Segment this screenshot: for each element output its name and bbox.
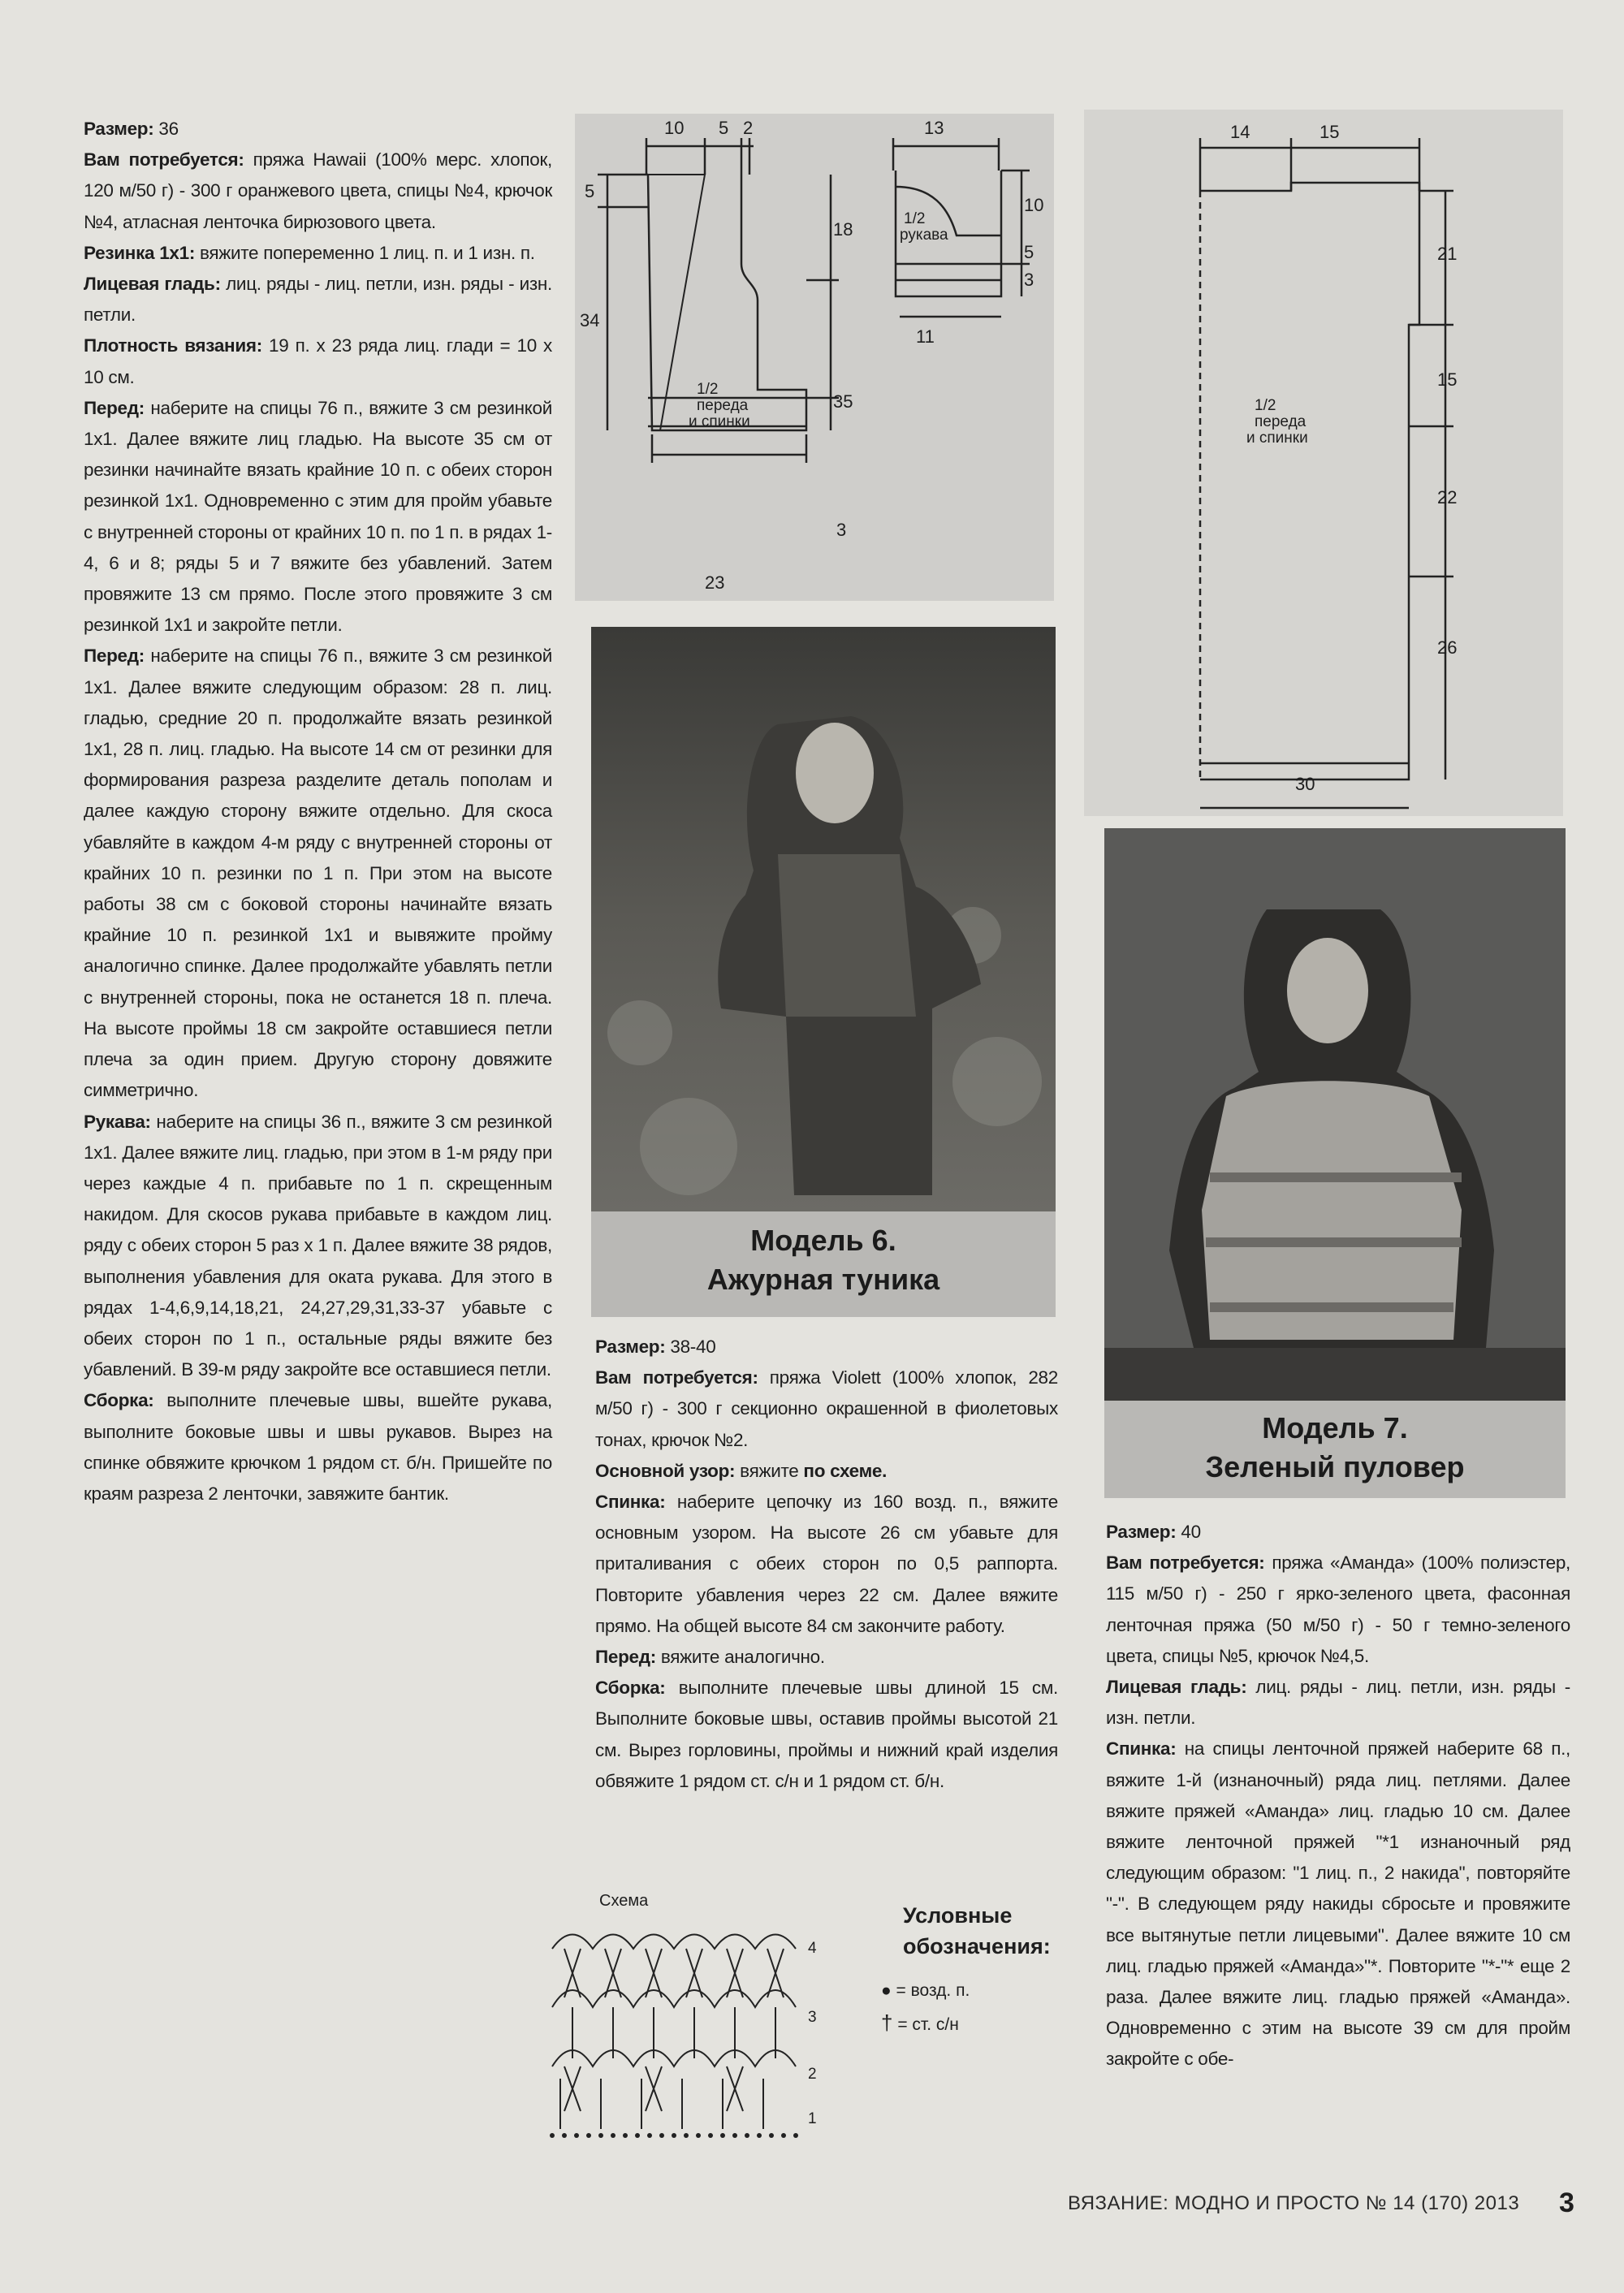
pullover-dim-top-2: 15	[1320, 122, 1340, 142]
double-crochet-icon: †	[881, 2010, 893, 2035]
schema-title: Схема	[599, 1892, 649, 1910]
dim-top-3: 2	[743, 118, 754, 138]
assembly-instructions: Сборка: выполните плечевые швы, вшейте рукава, выполните боковые швы и швы рукавов. Вырез на спинке обвяжите крючком 1 рядом ст. б/н. Пришейте по краям разреза 2 ленточки, завяжите бантик.	[84, 1390, 552, 1504]
model-7-photo	[1104, 828, 1566, 1401]
pullover-dim-right-4: 26	[1437, 637, 1458, 658]
sleeve-dim-top: 13	[924, 118, 944, 138]
pullover-dim-bottom: 30	[1295, 774, 1315, 794]
middle-column	[595, 1332, 1058, 1797]
dim-right-3: 3	[836, 520, 847, 540]
chart-row-2: 2	[808, 2066, 817, 2083]
pullover-dim-right-2: 15	[1437, 369, 1458, 390]
dim-bottom: 23	[705, 572, 725, 593]
pullover-dim-top-1: 14	[1230, 122, 1250, 142]
chain-icon: ●	[881, 1981, 892, 2000]
assembly-instructions: Сборка: выполните плечевые швы длиной 15 см. Выполните боковые швы, оставив проймы высотой 21 см. Вырез горловины, проймы и нижний край изделия обвяжите 1 рядом ст. с/н и 1 рядом ст. б/н.	[595, 1678, 1058, 1791]
model-6-photo	[591, 627, 1056, 1211]
rib-stitch: Резинка 1х1: вяжите попеременно 1 лиц. п. и 1 изн. п.	[84, 242, 535, 263]
chart-row-4: 4	[808, 1940, 817, 1957]
model-6-number: Модель 6.	[750, 1224, 896, 1257]
front-instructions: Перед: вяжите аналогично.	[595, 1647, 825, 1668]
pullover-label-1: 1/2	[1255, 397, 1276, 414]
dim-right-1: 18	[833, 219, 853, 240]
dim-right-2: 35	[833, 391, 853, 412]
size-line: Размер: 40	[1106, 1522, 1201, 1542]
back-instructions: Спинка: на спицы ленточной пряжей наберите 68 п., вяжите 1-й (изнаночный) ряда лиц. петлями. Далее вяжите пряжей «Аманда» лиц. гладью 10 см. Далее вяжите ленточной пряжей "*1 изнаночный ряд следующим образом: "1 лиц. п., 2 накида", повторяйте "-". В следующем ряду накиды сбросьте и провяжите все вытянутые петли лицевыми". Далее вяжите 10 см лиц. гладью пряжей «Аманда»"*. Повторите "*-"* еще 2 раза. Далее вяжите лиц. гладью пряжей «Аманда». Одновременно с этим на высоте 39 см для пройм закройте с обе-	[1106, 1738, 1570, 2070]
model-7-number: Модель 7.	[1262, 1411, 1408, 1444]
legend-chain: ● = возд. п.	[881, 1981, 970, 2000]
stockinette-stitch: Лицевая гладь: лиц. ряды - лиц. петли, изн. ряды - изн. петли.	[84, 274, 552, 326]
materials: Вам потребуется: пряжа Hawaii (100% мерс. хлопок, 120 м/50 г) - 300 г оранжевого цвета, спицы №4, крючок №4, атласная ленточка бирюзового цвета.	[84, 149, 552, 232]
size-line: Размер: 38-40	[595, 1337, 716, 1357]
materials: Вам потребуется: пряжа Violett (100% хлопок, 282 м/50 г) - 300 г секционно окрашенной в фиолетовых тонах, крючок №2.	[595, 1367, 1058, 1450]
chart-row-3: 3	[808, 2009, 817, 2026]
front-back-schematic	[575, 114, 1054, 601]
dim-top-2: 5	[719, 118, 729, 138]
sleeve-label-2: рукава	[900, 227, 948, 244]
legend-title: Условные обозначения:	[903, 1903, 1051, 1958]
front-instructions-1: Перед: наберите на спицы 76 п., вяжите 3 см резинкой 1х1. Далее вяжите лиц гладью. На высоте 35 см от резинки начинайте вязать крайние 10 п. с обеих сторон резинкой 1х1. Одновременно с этим для пройм убавьте с внутренней стороны от крайних 10 п. по 1 п. в рядах 1-4, 6 и 8; ряды 5 и 7 вяжите без убавлений. Затем провяжите 13 см прямо. После этого провяжите 3 см резинкой 1х1 и закройте петли.	[84, 397, 552, 636]
legend-double-crochet: † = ст. с/н	[881, 2010, 959, 2035]
sleeve-dim-right-2: 5	[1024, 242, 1034, 262]
piece-label-3: и спинки	[689, 413, 750, 430]
pullover-label-2: переда	[1255, 413, 1307, 430]
model-6-title: Ажурная туника	[706, 1263, 940, 1296]
sleeve-label-1: 1/2	[904, 210, 926, 227]
chart-row-1: 1	[808, 2110, 817, 2127]
left-column	[84, 114, 552, 1509]
model-6-caption	[591, 1211, 1056, 1317]
front-instructions-2: Перед: наберите на спицы 76 п., вяжите 3 см резинкой 1х1. Далее вяжите следующим образом: 28 п. лиц. гладью, средние 20 п. продолжайте вязать резинкой 1х1, 28 п. лиц. гладью. На высоте 14 см от резинки для формирования разреза разделите деталь пополам и далее каждую сторону вяжите отдельно. Для скоса убавляйте в каждом 4-м ряду с внутренней стороны от крайних 10 п. резинки по 1 п. При этом на высоте работы 38 см с боковой стороны начинайте вязать крайние 10 п. резинкой 1х1 и вывяжите пройму аналогично спинке. Далее продолжайте убавлять петли с внутренней стороны, пока не останется 18 п. плеча. На высоте проймы 18 см закройте оставшиеся петли плеча за один прием. Другую сторону довяжите симметрично.	[84, 646, 552, 1101]
piece-label-1: 1/2	[697, 381, 719, 398]
pullover-label-3: и спинки	[1246, 430, 1308, 447]
sleeve-dim-bottom: 11	[916, 326, 935, 347]
model-7-title: Зеленый пуловер	[1205, 1450, 1465, 1483]
pullover-dim-right-3: 22	[1437, 487, 1458, 507]
piece-label-2: переда	[697, 397, 749, 414]
page-number: 3	[1559, 2187, 1574, 2218]
right-column	[1106, 1517, 1570, 2075]
materials: Вам потребуется: пряжа «Аманда» (100% полиэстер, 115 м/50 г) - 250 г ярко-зеленого цвета, фасонная ленточная пряжа (50 м/50 г) - 50 г темно-зеленого цвета, спицы №5, крючок №4,5.	[1106, 1552, 1570, 1666]
sleeve-dim-right-3: 3	[1024, 270, 1034, 290]
stockinette-stitch: Лицевая гладь: лиц. ряды - лиц. петли, изн. ряды - изн. петли.	[1106, 1677, 1570, 1729]
sleeve-instructions: Рукава: наберите на спицы 36 п., вяжите 3 см резинкой 1х1. Далее вяжите лиц. гладью, при этом в 1-м ряду при через каждые 4 п. прибавьте по 1 п. скрещенным накидом. Для скосов рукава прибавьте в каждом лиц. ряду с обеих сторон 5 раз х 1 п. Далее вяжите 38 рядов, выполнения убавления для оката рукава. Для этого в рядах 1-4,6,9,14,18,21, 24,27,29,31,33-37 убавьте с обеих сторон по 1 п., остальные ряды вяжите без убавлений. В 39-м ряду закройте все оставшиеся петли.	[84, 1111, 552, 1380]
model-7-caption	[1104, 1401, 1566, 1498]
sleeve-dim-right-1: 10	[1024, 195, 1044, 215]
back-instructions: Спинка: наберите цепочку из 160 возд. п., вяжите основным узором. На высоте 26 см убавьте для приталивания с обеих сторон по 0,5 раппорта. Повторите убавления через 22 см. Далее вяжите прямо. На общей высоте 84 см закончите работу.	[595, 1492, 1058, 1636]
size-line: Размер: 36	[84, 119, 179, 139]
dim-top-1: 10	[664, 118, 685, 138]
pullover-dim-right-1: 21	[1437, 244, 1458, 264]
magazine-footer: ВЯЗАНИЕ: МОДНО И ПРОСТО № 14 (170) 2013	[1068, 2192, 1520, 2214]
main-pattern: Основной узор: вяжите по схеме.	[595, 1460, 888, 1481]
pullover-schematic	[1080, 114, 1583, 812]
gauge: Плотность вязания: 19 п. х 23 ряда лиц. глади = 10 х 10 см.	[84, 335, 552, 387]
dim-left-1: 5	[585, 181, 595, 201]
dim-left-2: 34	[580, 310, 600, 330]
crochet-chart	[536, 1916, 844, 2144]
